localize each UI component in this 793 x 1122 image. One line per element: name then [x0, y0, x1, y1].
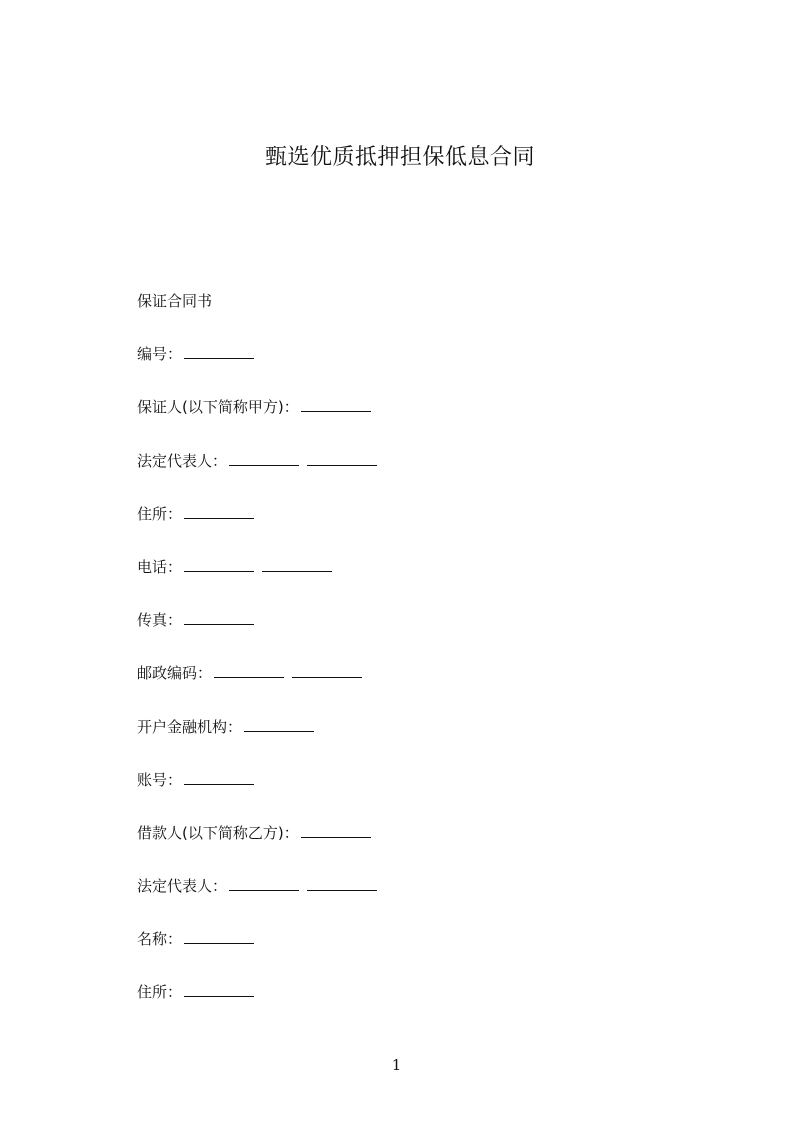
field-borrower — [137, 822, 677, 875]
field-label: 名称： — [137, 930, 183, 949]
field-label: 传真： — [137, 611, 183, 630]
blank-line — [307, 451, 377, 466]
blank-line — [184, 557, 254, 572]
blank-line — [229, 451, 299, 466]
blank-line — [184, 929, 254, 944]
field-guarantor-bank — [137, 716, 677, 769]
contract-heading — [137, 290, 677, 343]
blank-line — [262, 557, 332, 572]
blank-line — [244, 717, 314, 732]
field-label: 保证人(以下简称甲方)： — [137, 398, 299, 417]
blank-line — [184, 770, 254, 785]
blank-line — [301, 397, 371, 412]
blank-line — [307, 876, 377, 891]
page-number: 1 — [391, 1056, 402, 1074]
field-borrower-address — [137, 981, 677, 1034]
blank-line — [292, 663, 362, 678]
blank-line — [184, 344, 254, 359]
field-guarantor-address — [137, 503, 677, 556]
blank-line — [214, 663, 284, 678]
blank-line — [301, 823, 371, 838]
field-label: 账号： — [137, 770, 183, 789]
field-label: 住所： — [137, 983, 183, 1002]
field-label: 邮政编码： — [137, 664, 213, 683]
field-guarantor — [137, 396, 677, 449]
document-body — [137, 290, 677, 1035]
field-label: 开户金融机构： — [137, 717, 243, 736]
contract-heading-text: 保证合同书 — [137, 292, 213, 310]
field-label: 电话： — [137, 557, 183, 576]
blank-line — [184, 610, 254, 625]
blank-line — [184, 504, 254, 519]
field-label: 住所： — [137, 504, 183, 523]
field-label: 法定代表人： — [137, 451, 228, 470]
field-guarantor-phone — [137, 556, 677, 609]
field-guarantor-account — [137, 769, 677, 822]
blank-line — [229, 876, 299, 891]
field-label: 法定代表人： — [137, 877, 228, 896]
field-guarantor-postcode — [137, 662, 677, 715]
field-borrower-name — [137, 928, 677, 981]
field-number — [137, 343, 677, 396]
field-guarantor-fax — [137, 609, 677, 662]
blank-line — [184, 982, 254, 997]
field-label: 编号： — [137, 345, 183, 364]
field-guarantor-legal-rep — [137, 450, 677, 503]
field-label: 借款人(以下简称乙方)： — [137, 823, 299, 842]
document-title: 甄选优质抵押担保低息合同 — [264, 145, 535, 170]
field-borrower-legal-rep — [137, 875, 677, 928]
